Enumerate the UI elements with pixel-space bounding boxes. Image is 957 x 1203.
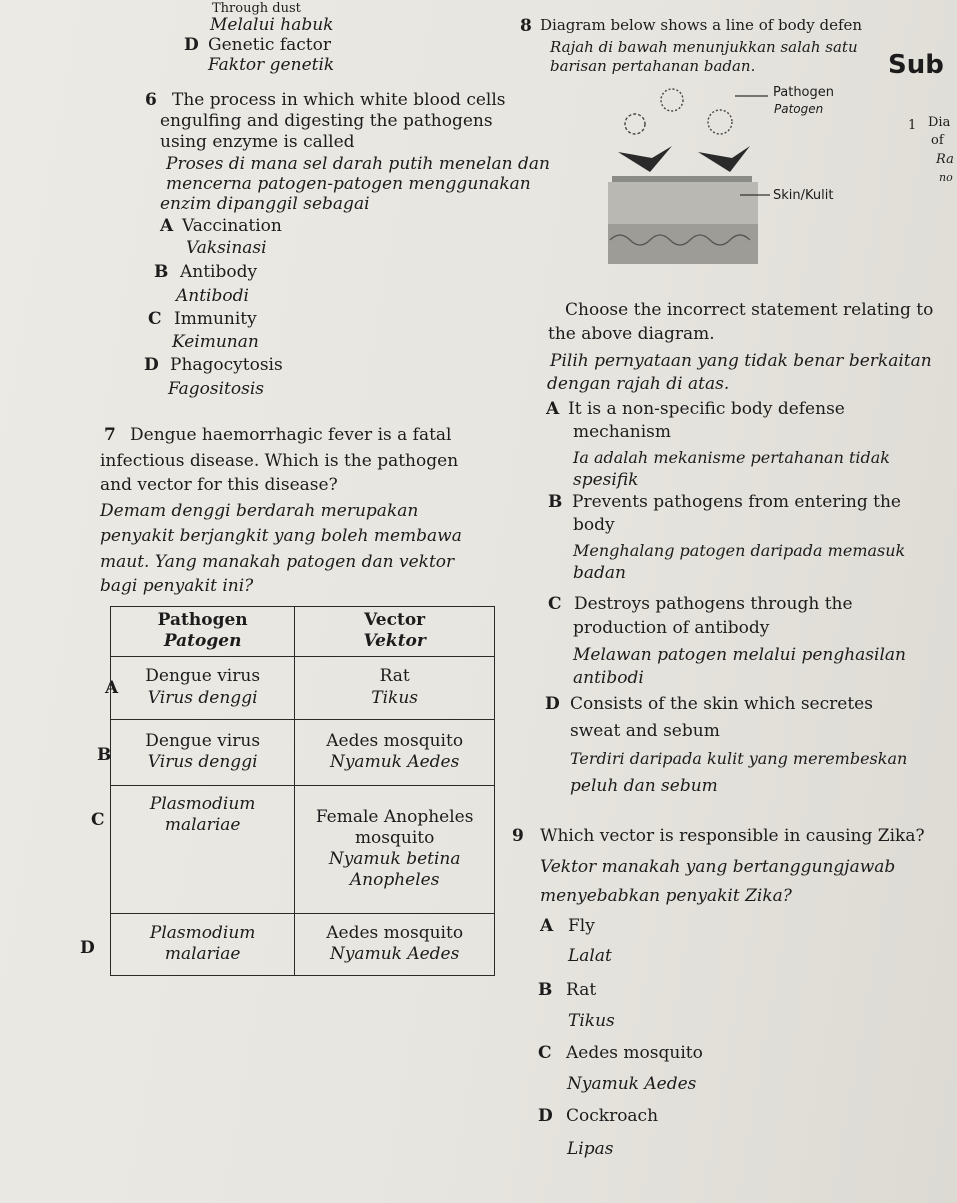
q6-option-a-letter: A — [160, 216, 174, 236]
q6-ms3: enzim dipanggil sebagai — [160, 194, 370, 214]
table-row — [111, 913, 495, 975]
q8-number: 8 — [520, 16, 532, 36]
q6-line3: using enzyme is called — [160, 132, 355, 152]
header-vector-ms: Vektor — [363, 631, 426, 652]
right-edge-of: of — [931, 133, 944, 148]
right-edge-number: 1 — [908, 118, 917, 133]
diagram-skin-label: Skin/Kulit — [773, 188, 834, 203]
q7-row-letter-d: D — [80, 938, 95, 958]
q8-option-c-en2: production of antibody — [573, 618, 770, 638]
table-row — [111, 785, 495, 913]
q9-option-d-letter: D — [538, 1106, 553, 1126]
cell-text: Female Anopheles — [315, 806, 474, 827]
q8-option-a-ms2: spesifik — [573, 470, 639, 490]
cell-text-ms: Nyamuk betina — [328, 849, 461, 869]
q7-ms1: Demam denggi berdarah merupakan — [100, 501, 419, 521]
right-edge-dia: Dia — [928, 115, 951, 130]
q8-option-d-ms2: peluh dan sebum — [570, 776, 718, 796]
q7-line1: Dengue haemorrhagic fever is a fatal — [130, 425, 452, 445]
cell-text-ms-2: Anopheles — [349, 870, 440, 891]
q7-line3: and vector for this disease? — [100, 475, 338, 495]
diagram-pathogen-label-ms: Patogen — [774, 102, 824, 116]
q9-option-b-ms: Tikus — [568, 1011, 615, 1031]
q9-option-b-en: Rat — [566, 980, 597, 1000]
q7-ms4: bagi penyakit ini? — [100, 576, 254, 596]
q8-ms2: barisan pertahanan badan. — [550, 57, 756, 75]
q8-prompt-ms2: dengan rajah di atas. — [547, 374, 730, 394]
q9-ms1: Vektor manakah yang bertanggungjawab — [540, 857, 896, 877]
q6-option-b-en: Antibody — [180, 262, 258, 282]
diagram-pathogen-label: Pathogen — [773, 85, 835, 100]
top-through-dust: Through dust — [212, 1, 301, 16]
q7-line2: infectious disease. Which is the pathogen — [100, 451, 459, 471]
q7-ms3: maut. Yang manakah patogen dan vektor — [100, 552, 455, 572]
q8-line1: Diagram below shows a line of body defen — [540, 16, 863, 34]
pathogen-vector-table — [110, 606, 495, 976]
cell-text: Aedes mosquito — [326, 730, 464, 751]
q7-number: 7 — [104, 425, 116, 445]
q7-ms2: penyakit berjangkit yang boleh membawa — [100, 526, 462, 546]
q6-option-a-en: Vaccination — [182, 216, 282, 236]
cell-text-ms: Tikus — [371, 687, 419, 708]
skin-layer — [608, 182, 758, 224]
header-pathogen-ms: Patogen — [163, 631, 242, 652]
cell-text-2: malariae — [164, 944, 241, 964]
q9-option-d-ms: Lipas — [567, 1139, 614, 1159]
cell-text-ms: Nyamuk Aedes — [329, 944, 460, 964]
q8-option-a-en2: mechanism — [573, 422, 672, 442]
q8-option-d-letter: D — [545, 694, 560, 714]
q9-option-a-letter: A — [540, 916, 554, 936]
q8-option-b-ms2: badan — [573, 563, 626, 583]
q8-option-c-en1: Destroys pathogens through the — [574, 594, 853, 614]
q8-option-c-ms1: Melawan patogen melalui penghasilan — [573, 645, 906, 665]
q9-ms2: menyebabkan penyakit Zika? — [540, 886, 792, 906]
table-row — [111, 719, 495, 785]
q6-option-c-ms: Keimunan — [172, 332, 259, 352]
q8-option-b-ms1: Menghalang patogen daripada memasuk — [573, 541, 906, 560]
cell-text-ms: Virus denggi — [147, 687, 258, 708]
q6-ms1: Proses di mana sel darah putih menelan dan — [166, 154, 550, 174]
q8-option-d-en2: sweat and sebum — [570, 721, 720, 741]
q6-option-c-letter: C — [148, 309, 162, 329]
q6-option-c-en: Immunity — [174, 309, 257, 329]
q8-option-a-letter: A — [546, 399, 560, 419]
table-cell-vector — [295, 656, 495, 719]
table-header-row — [111, 607, 495, 657]
q7-row-letter-a: A — [105, 678, 119, 698]
q6-option-d-ms: Fagositosis — [168, 379, 265, 399]
q6-line2: engulfing and digesting the pathogens — [160, 111, 493, 131]
q9-line1: Which vector is responsible in causing Zika? — [540, 826, 925, 846]
table-row — [111, 656, 495, 719]
q9-option-c-letter: C — [538, 1043, 552, 1063]
cell-text-2: mosquito — [354, 827, 435, 848]
q8-option-b-en2: body — [573, 515, 615, 535]
cell-text: Dengue virus — [145, 666, 261, 687]
q7-row-letter-b: B — [97, 745, 112, 765]
q5-option-d-letter: D — [184, 35, 199, 55]
q6-option-d-letter: D — [144, 355, 159, 375]
q8-prompt-ms1: Pilih pernyataan yang tidak benar berkaitan — [550, 351, 932, 371]
table-cell-vector — [295, 785, 495, 913]
header-vector-en: Vector — [364, 610, 426, 630]
q8-option-b-letter: B — [548, 492, 563, 512]
right-edge-no: no — [939, 171, 953, 184]
q7-row-letter-c: C — [91, 810, 105, 830]
table-header-vector — [295, 607, 495, 657]
q9-option-b-letter: B — [538, 980, 553, 1000]
q8-option-d-ms1: Terdiri daripada kulit yang merembeskan — [570, 749, 908, 768]
q5-option-d-text: Genetic factor — [208, 35, 331, 55]
q6-option-d-en: Phagocytosis — [170, 355, 283, 375]
table-header-pathogen — [111, 607, 295, 657]
q6-option-b-letter: B — [154, 262, 169, 282]
q8-option-c-letter: C — [548, 594, 562, 614]
cell-text: Rat — [379, 666, 410, 687]
table-cell-pathogen — [111, 913, 295, 975]
cell-text: Plasmodium — [149, 793, 256, 814]
q6-line1: The process in which white blood cells — [172, 90, 506, 110]
table-cell-pathogen — [111, 785, 295, 913]
skin-outer-layer — [612, 176, 752, 182]
q9-option-d-en: Cockroach — [566, 1106, 659, 1126]
q6-option-a-ms: Vaksinasi — [186, 238, 267, 258]
pathogen-icons — [625, 89, 732, 134]
q8-option-a-ms1: Ia adalah mekanisme pertahanan tidak — [573, 448, 890, 467]
table-cell-vector — [295, 913, 495, 975]
q9-number: 9 — [512, 826, 524, 846]
q8-prompt1: Choose the incorrect statement relating to — [565, 300, 934, 320]
top-melalui-habuk: Melalui habuk — [210, 15, 334, 35]
header-pathogen-en: Pathogen — [157, 610, 248, 630]
q9-option-c-ms: Nyamuk Aedes — [567, 1074, 697, 1094]
q9-option-c-en: Aedes mosquito — [566, 1043, 703, 1063]
table-cell-vector — [295, 719, 495, 785]
q8-option-d-en1: Consists of the skin which secretes — [570, 694, 873, 714]
table-cell-pathogen — [111, 656, 295, 719]
cell-text: Dengue virus — [145, 730, 261, 751]
q8-option-c-ms2: antibodi — [573, 668, 644, 688]
right-edge-ra: Ra — [936, 152, 954, 167]
pathogen-icon — [625, 114, 645, 134]
cell-text-ms: Virus denggi — [147, 752, 258, 772]
pathogen-icon — [661, 89, 683, 111]
cell-text: Plasmodium — [149, 922, 256, 943]
cell-text: Aedes mosquito — [326, 922, 464, 943]
blocked-arrow-icon — [698, 146, 750, 172]
blocked-arrow-icon — [618, 146, 672, 172]
q8-option-a-en1: It is a non-specific body defense — [568, 399, 845, 419]
q9-option-a-en: Fly — [568, 916, 595, 936]
skin-defense-diagram — [590, 80, 870, 280]
q9-option-a-ms: Lalat — [568, 946, 612, 966]
subject-heading: Sub — [888, 50, 944, 80]
cell-text-ms: Nyamuk Aedes — [329, 752, 460, 772]
q8-option-b-en1: Prevents pathogens from entering the — [572, 492, 901, 512]
q6-number: 6 — [145, 90, 157, 110]
q6-ms2: mencerna patogen-patogen menggunakan — [166, 174, 531, 194]
q6-option-b-ms: Antibodi — [176, 286, 249, 306]
table-cell-pathogen — [111, 719, 295, 785]
q8-prompt2: the above diagram. — [548, 324, 715, 344]
pathogen-icon — [708, 110, 732, 134]
q8-ms1: Rajah di bawah menunjukkan salah satu — [550, 38, 858, 56]
q5-option-d-text-ms: Faktor genetik — [208, 55, 335, 75]
cell-text-2: malariae — [164, 814, 241, 835]
